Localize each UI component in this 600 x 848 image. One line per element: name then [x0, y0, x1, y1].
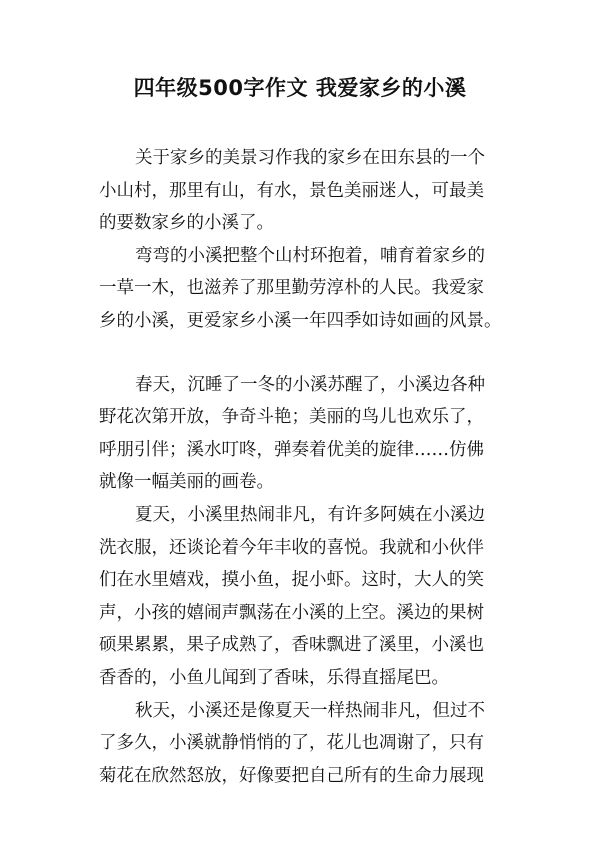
text-line: 夏天，小溪里热闹非凡，有许多阿姨在小溪边	[135, 504, 485, 525]
paragraph-spacer	[99, 338, 519, 369]
text-line: 一草一木，也滋养了那里勤劳淳朴的人民。我爱家	[99, 278, 484, 299]
paragraph-4	[99, 499, 519, 695]
document-body	[99, 142, 519, 792]
document-title: 四年级500字作文 我爱家乡的小溪	[133, 76, 467, 100]
text-line: 小山村，那里有山，有水，景色美丽迷人，可最美	[99, 180, 484, 201]
text-line: 春天，沉睡了一冬的小溪苏醒了，小溪边各种	[135, 374, 485, 395]
text-line: 们在水里嬉戏，摸小鱼，捉小虾。这时，大人的笑	[99, 570, 484, 591]
text-line: 菊花在欣然怒放，好像要把自己所有的生命力展现	[99, 765, 484, 786]
text-line: 就像一幅美丽的画卷。	[99, 472, 274, 493]
paragraph-3	[99, 369, 519, 499]
text-line: 乡的小溪，更爱家乡小溪一年四季如诗如画的风景。	[99, 310, 502, 331]
paragraph-1	[99, 142, 519, 240]
text-line: 的要数家乡的小溪了。	[99, 213, 274, 234]
text-line: 野花次第开放，争奇斗艳；美丽的鸟儿也欢乐了，	[99, 407, 484, 428]
text-line: 秋天，小溪还是像夏天一样热闹非凡，但过不	[135, 700, 485, 721]
paragraph-2	[99, 240, 519, 338]
text-line: 洗衣服，还谈论着今年丰收的喜悦。我就和小伙伴	[99, 537, 484, 558]
text-line: 呼朋引伴；溪水叮咚，弹奏着优美的旋律……仿佛	[99, 439, 484, 460]
text-line: 弯弯的小溪把整个山村环抱着，哺育着家乡的	[135, 245, 485, 266]
text-line: 关于家乡的美景习作我的家乡在田东县的一个	[135, 148, 485, 168]
text-line: 声，小孩的嬉闹声飘荡在小溪的上空。溪边的果树	[99, 602, 484, 623]
text-line: 香香的，小鱼儿闻到了香味，乐得直摇尾巴。	[99, 667, 449, 688]
paragraph-5	[99, 695, 519, 793]
text-line: 硕果累累，果子成熟了，香味飘进了溪里，小溪也	[99, 635, 484, 656]
text-line: 了多久，小溪就静悄悄的了，花儿也凋谢了，只有	[99, 733, 484, 754]
